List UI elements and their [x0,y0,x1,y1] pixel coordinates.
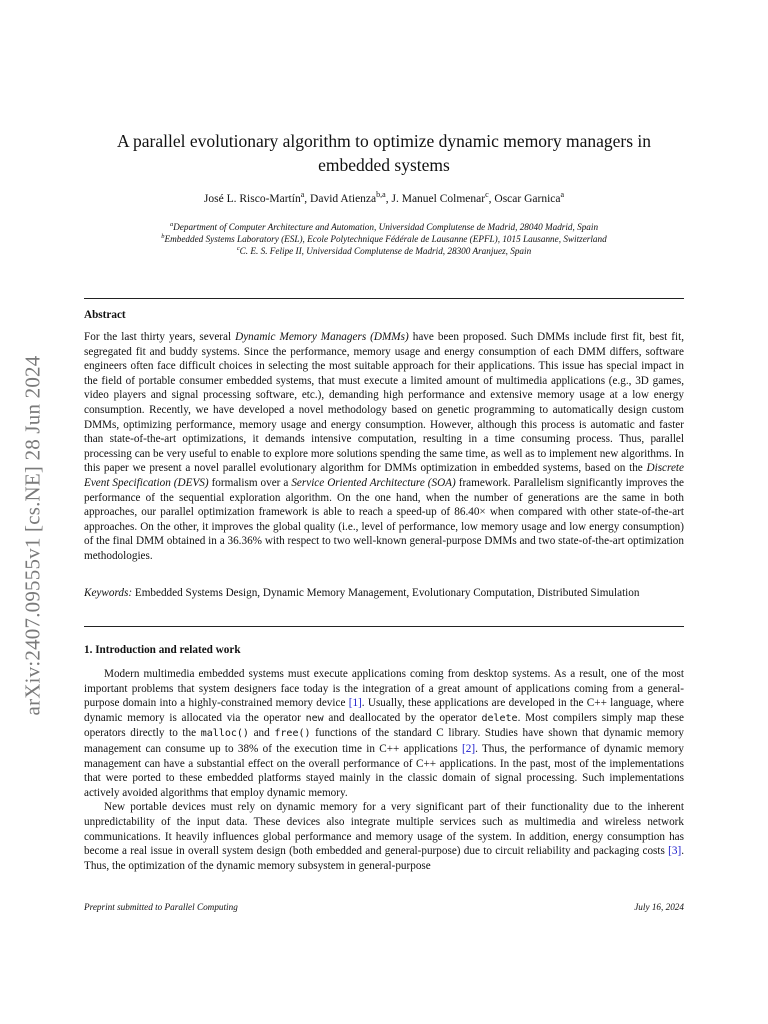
title-line-1: A parallel evolutionary algorithm to optimize dynamic memory managers in [116,131,652,151]
citation-link[interactable]: [2] [462,742,476,755]
code-token: new [305,712,324,724]
abstract-top-rule [84,298,684,299]
abstract-text-part: have been proposed. Such DMMs include first fit, best fit, segregated fit and buddy systems. Since the performance, memory usage and energy consumption of each DMM differs, software engineers often face difficult choices in selecting the most suitable approach for their applications. This issue has special impact in the field of portable consumer embedded systems, that must execute a limited amount of multimedia applications (e.g., 3D games, video players and signal processing software, etc.), demanding high performance and extensive memory usage at a low energy consumption. Recently, we have developed a novel methodology based on genetic programming to automatically design custom DMMs, optimizing performance, memory usage and energy consumption. However, although this process is automatic and faster than state-of-the-art optimizations, it demands intensive computation, resulting in a time consuming process. Thus, parallel processing can be very useful to enable to explore more solutions spending the same time, as well as to implement new algorithms. In this paper we present a novel parallel evolutionary algorithm for DMMs optimization in embedded systems, based on the [84,331,685,475]
citation-link[interactable]: [3] [668,845,682,858]
affiliation-mark: a [169,220,174,228]
keywords-text: Embedded Systems Design, Dynamic Memory Management, Evolutionary Computation, Distributed Simulation [132,587,640,599]
author-separator: , [385,193,392,205]
footer-preprint-note: Preprint submitted to Parallel Computing [84,902,238,912]
abstract-heading: Abstract [84,309,126,321]
author-name: David Atienza [310,193,377,205]
body-text-part: New portable devices must rely on dynamic memory for a very significant part of their functionality due to the inherent unpredictability of the input data. These devices also integrate multiple services such as multimedia and wireless network communications. It heavily influences global performance and memory usage of the system. In addition, energy consumption has become a real issue in overall system design (both embedded and general-purpose) due to circuit reliability and packaging costs [84,801,684,858]
code-token: delete [481,712,518,724]
abstract-emphasis: Dynamic Memory Managers (DMMs) [235,331,409,343]
affiliation-c [84,245,684,257]
paper-title [84,129,684,177]
section-body-introduction [84,667,684,873]
author-name: José L. Risco-Martín [203,193,301,205]
body-paragraph [84,800,684,873]
affiliation-text: C. E. S. Felipe II, Universidad Complutense de Madrid, 28300 Aranjuez, Spain [239,246,532,256]
body-text-part: . Most compilers simply map these operators directly to the [84,711,685,740]
affiliation-mark: c [236,244,240,252]
author-separator: , [488,193,495,205]
abstract-text-part: framework. Parallelism significantly improves the performance of the sequential exploration algorithm. On the one hand, when the number of generations are the same in both approaches, our parallel optimization framework is able to reach a speed-up of 86.40× when compared with other state-of-the-art approaches. On the other, it improves the global quality (i.e., level of performance, low memory usage and low energy consumption) of the final DMM obtained in a 36.36% with respect to two well-known general-purpose DMMs and two state-of-the-art optimization methodologies. [84,476,685,562]
author-affiliation-mark: a [300,190,305,200]
abstract-text [84,330,684,564]
body-text-part: Modern multimedia embedded systems must execute applications coming from desktop systems. As a result, one of the most important problems that system designers face today is the integration of a great amount of applications coming from a general-purpose domain into a highly-constrained memory device [84,668,684,710]
code-token: malloc() [200,728,249,740]
author-name: J. Manuel Colmenar [391,193,486,205]
body-text-part: . Thus, the performance of dynamic memory management can have a substantial effect on the overall performance of C++ applications. In the past, most of the implementations that were ported to these embedded platforms stayed mainly in the classic domain of signal processing. Such implementations actively avoided algorithms that employ dynamic memory. [84,742,684,799]
author-affiliation-mark: a [560,190,565,200]
affiliation-mark: b [161,232,165,240]
body-text-part: functions of the standard C library. Studies have shown that dynamic memory management can consume up to 38% of the execution time in C++ applications [84,727,685,755]
title-line-2: embedded systems [318,155,450,175]
abstract-text-part: formalism over a [208,476,292,489]
abstract-emphasis: Discrete Event Specification (DEVS) [84,462,684,489]
keywords-label: Keywords: [84,587,133,599]
author-affiliation-mark: b,a [376,190,386,200]
author-affiliation-mark: c [485,190,489,200]
affiliation-text: Department of Computer Architecture and Automation, Universidad Complutense de Madrid, 28040 Madrid, Spain [173,222,599,232]
affiliation-b [84,233,684,245]
body-text-part: and deallocated by the operator [323,711,482,724]
code-token: free() [274,728,311,740]
author-separator: , [304,193,311,205]
affiliation-text: Embedded Systems Laboratory (ESL), Ecole Polytechnique Fédérale de Lausanne (EPFL), 1015 Lausanne, Switzerland [164,234,607,244]
citation-link[interactable]: [1] [348,697,362,710]
body-text-part: . Usually, these applications are developed in the C++ language, where dynamic memory is allocated via the operator [84,697,684,724]
arxiv-identifier-stamp [22,320,44,750]
body-text-part: . Thus, the optimization of the dynamic memory subsystem in general-purpose [84,845,684,872]
section-heading-introduction: 1. Introduction and related work [84,644,241,656]
affiliation-a [84,221,684,233]
arxiv-identifier-text: arXiv:2407.09555v1 [cs.NE] 28 Jun 2024 [20,355,45,715]
body-text-part: and [248,727,275,740]
keywords [84,586,684,601]
author-name: Oscar Garnica [494,193,561,205]
abstract-bottom-rule [84,626,684,627]
author-list [84,190,684,205]
abstract-emphasis: Service Oriented Architecture (SOA) [291,476,456,489]
abstract-text-part: For the last thirty years, several [84,331,236,343]
footer-date: July 16, 2024 [634,902,684,912]
body-paragraph [84,667,684,800]
